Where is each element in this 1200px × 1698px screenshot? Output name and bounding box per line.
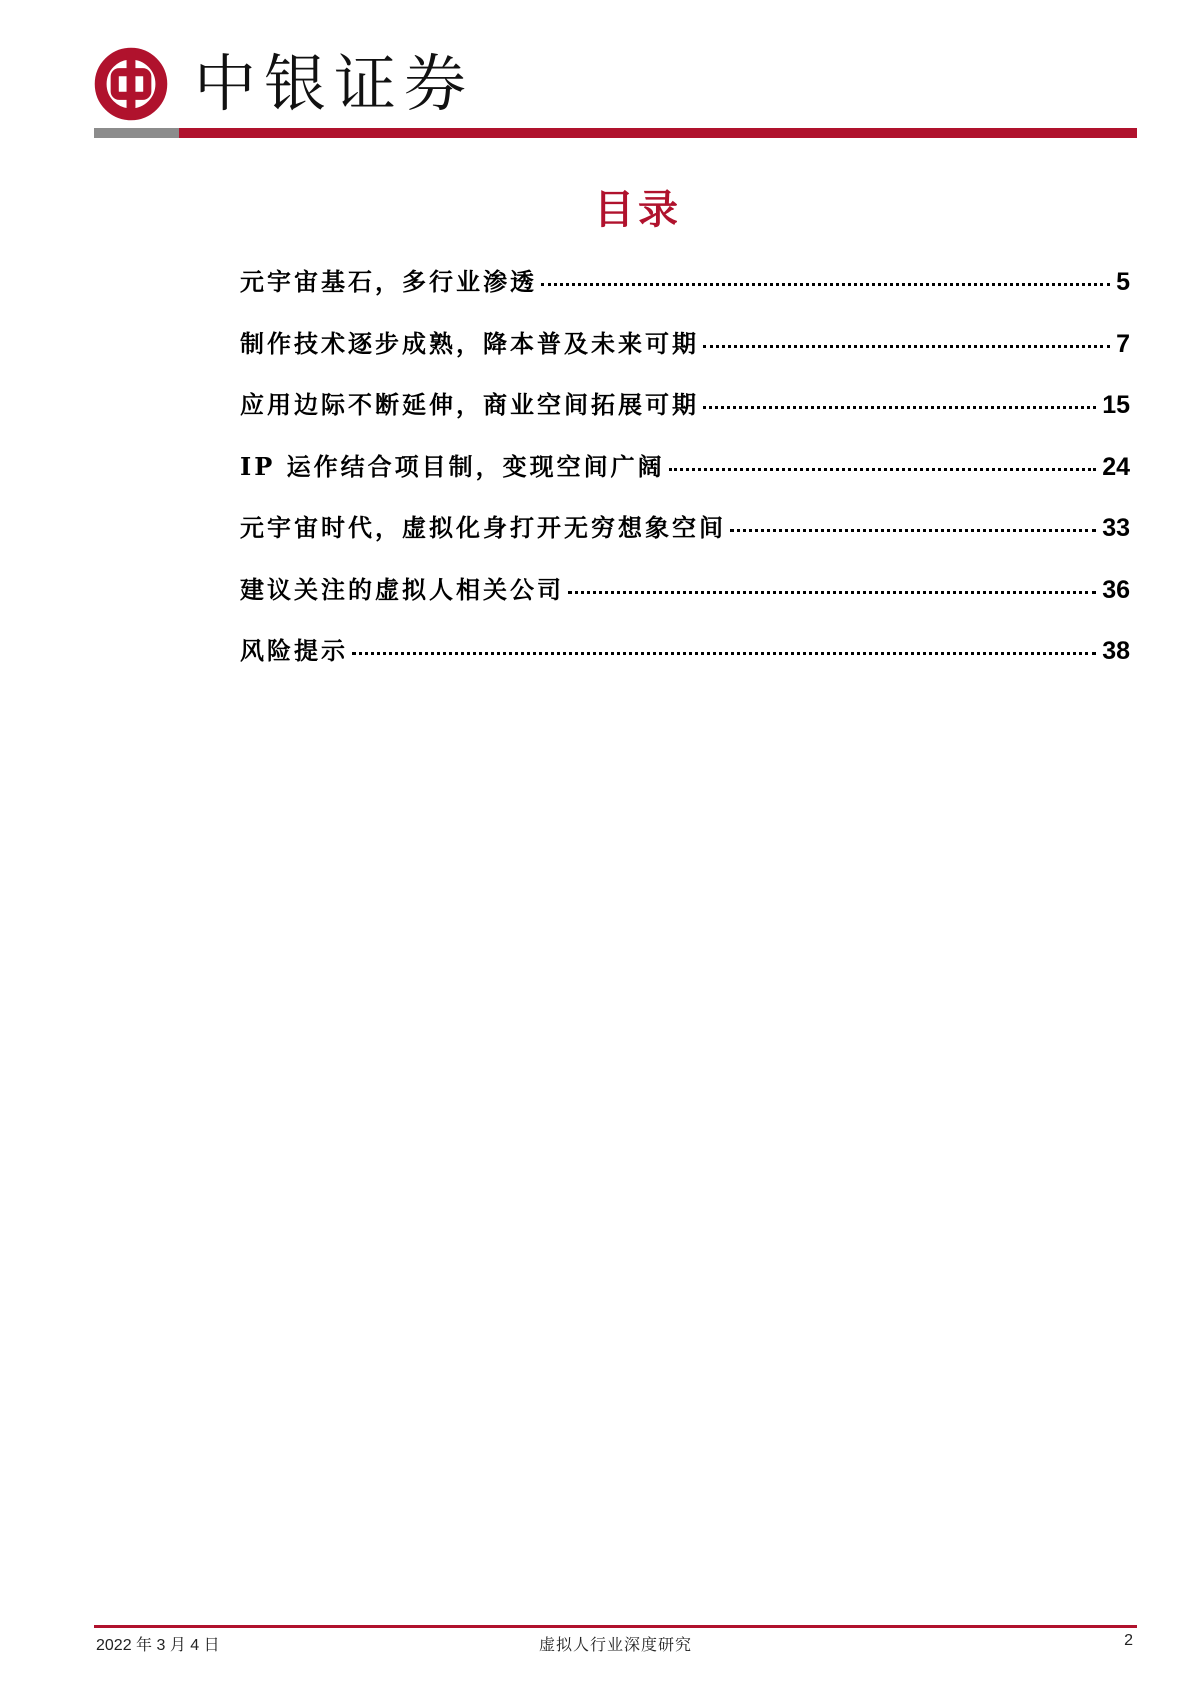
- toc-entry-page[interactable]: 7: [1116, 329, 1130, 358]
- header-divider: [94, 128, 1137, 138]
- header-divider-red-segment: [179, 128, 1137, 138]
- header-divider-gray-segment: [94, 128, 179, 138]
- toc-entry[interactable]: [240, 570, 1130, 632]
- toc-dot-leader: [703, 345, 1110, 348]
- bank-of-china-logo-icon: [94, 47, 168, 121]
- toc-entry-page[interactable]: 15: [1102, 391, 1130, 419]
- toc-entry-page[interactable]: 38: [1102, 637, 1130, 665]
- toc-entry-label[interactable]: 风险提示: [240, 636, 348, 665]
- toc-dot-leader: [352, 652, 1096, 655]
- toc-dot-leader: [703, 406, 1096, 409]
- toc-dot-leader: [669, 468, 1097, 471]
- toc-entry-page[interactable]: 24: [1102, 452, 1130, 481]
- footer-divider: [94, 1625, 1137, 1628]
- toc-title: 目录: [594, 186, 682, 233]
- toc-entry-label[interactable]: IP 运作结合项目制，变现空间广阔: [240, 451, 665, 481]
- report-date: 2022 年 3 月 4 日: [96, 1637, 220, 1654]
- toc-dot-leader: [541, 283, 1110, 286]
- page-number: 2: [1124, 1632, 1133, 1649]
- page-footer: [94, 1632, 1137, 1656]
- toc-entry[interactable]: [240, 447, 1130, 509]
- toc-entry-page[interactable]: 36: [1102, 575, 1130, 604]
- toc-entry[interactable]: [240, 385, 1130, 447]
- toc-entry-label[interactable]: 元宇宙时代，虚拟化身打开无穷想象空间: [240, 513, 726, 542]
- toc-entry[interactable]: [240, 508, 1130, 570]
- toc-entry-page[interactable]: 33: [1102, 514, 1130, 542]
- toc-entry[interactable]: [240, 324, 1130, 386]
- toc-entry-page[interactable]: 5: [1116, 268, 1130, 296]
- toc-entry-label[interactable]: 元宇宙基石，多行业渗透: [240, 267, 537, 296]
- page-header: [94, 44, 474, 124]
- toc-entry-label[interactable]: 制作技术逐步成熟，降本普及未来可期: [240, 328, 699, 358]
- footer-document-title: 虚拟人行业深度研究: [538, 1635, 692, 1654]
- toc-entry-label[interactable]: 应用边际不断延伸，商业空间拓展可期: [240, 390, 699, 419]
- toc-dot-leader: [730, 529, 1096, 532]
- toc-entry-label[interactable]: 建议关注的虚拟人相关公司: [240, 574, 564, 604]
- toc-entry[interactable]: [240, 631, 1130, 693]
- toc-entry[interactable]: [240, 262, 1130, 324]
- table-of-contents: [240, 262, 1130, 693]
- toc-dot-leader: [568, 591, 1096, 594]
- brand-name: 中银证券: [194, 47, 475, 120]
